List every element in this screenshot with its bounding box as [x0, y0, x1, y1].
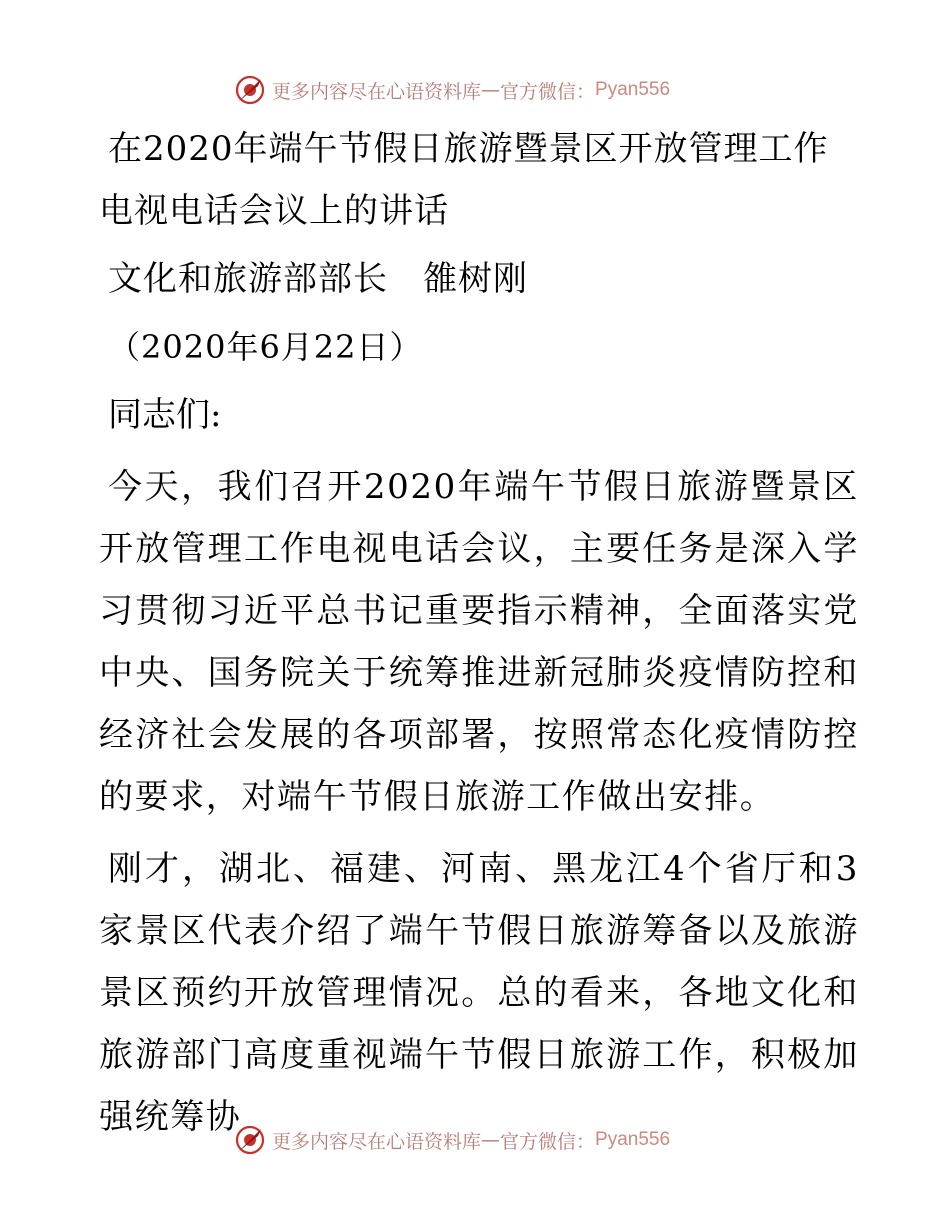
- watermark-text: 更多内容尽在心语资料库: [272, 80, 482, 103]
- speaker-line: 文化和旅游部部长 雒树刚: [108, 259, 528, 299]
- paragraph: 刚才，湖北、福建、河南、黑龙江4个省厅和3家景区代表介绍了端午节假日旅游筹备以及旅游景区预约开放管理情况。总的看来，各地文化和旅游部门高度重视端午节假日旅游工作，积极加强统筹协: [99, 849, 859, 1137]
- document-body: [99, 118, 859, 1148]
- quill-pen-logo-icon: [234, 1124, 266, 1156]
- watermark-separator: —: [481, 1129, 501, 1151]
- document-title: 在2020年端午节假日旅游暨景区开放管理工作电视电话会议上的讲话: [99, 129, 829, 231]
- watermark-text: 更多内容尽在心语资料库: [272, 1130, 482, 1153]
- watermark-wechat-id: Pyan556: [595, 79, 671, 100]
- watermark-separator: —: [481, 79, 501, 101]
- watermark-official-label: 官方微信：: [500, 80, 596, 103]
- date-line: （2020年6月22日）: [108, 328, 423, 366]
- greeting: 同志们:: [108, 395, 222, 435]
- watermark-official-label: 官方微信：: [500, 1130, 596, 1153]
- watermark-footer: [234, 1123, 670, 1157]
- paragraph: 今天，我们召开2020年端午节假日旅游暨景区开放管理工作电视电话会议，主要任务是深入学习贯彻习近平总书记重要指示精神，全面落实党中央、国务院关于统筹推进新冠肺炎疫情防控和经济社会发展的各项部署，按照常态化疫情防控的要求，对端午节假日旅游工作做出安排。: [99, 467, 859, 817]
- watermark-wechat-id: Pyan556: [595, 1129, 671, 1150]
- quill-pen-logo-icon: [234, 74, 266, 106]
- watermark-header: [234, 73, 670, 107]
